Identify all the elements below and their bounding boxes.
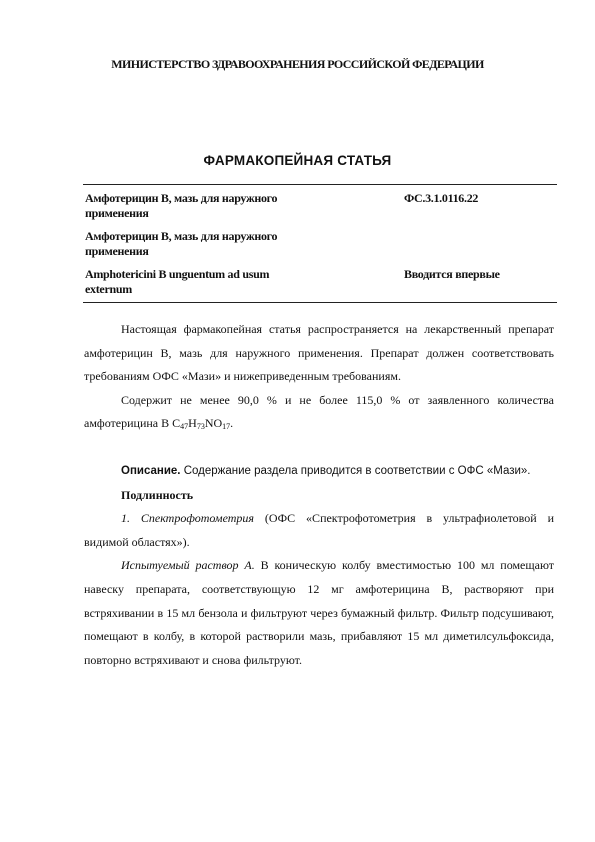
description-paragraph xyxy=(84,460,554,484)
preparation-name-line2: применения xyxy=(85,206,149,220)
preparation-name-alt-line2: применения xyxy=(85,244,149,258)
identity-heading: Подлинность xyxy=(121,487,194,502)
content-paragraph xyxy=(84,389,554,436)
formula-end: . xyxy=(230,416,234,431)
latin-name-line2: externum xyxy=(85,282,132,296)
formula-no: NO xyxy=(204,416,223,431)
meta-bottom-divider xyxy=(83,302,557,303)
preparation-name-alt-line1: Амфотерицин В, мазь для наружного xyxy=(85,229,278,243)
paragraph-gap xyxy=(84,436,554,460)
test-solution-paragraph xyxy=(84,554,554,672)
description-label: Описание. xyxy=(121,464,181,477)
intro-paragraph: Настоящая фармакопейная статья распространяется на лекарственный препарат амфотерицин В, мазь для наружного применения. Препарат должен соответствовать требованиям ОФС «Мази» и нижеприведенным требованиям. xyxy=(84,322,554,384)
test-solution-text: В коническую колбу вместимостью 100 мл помещают навеску препарата, соответствующую 12 мг амфотерицина В, растворяют при встряхивании в 15 мл бензола и фильтруют через бумажный фильтр. Фильтр подсушивают, помещают в колбу, в которой растворили мазь, прибавляют 15 мл диметилсульфоксида, повторно встряхивают и снова фильтруют. xyxy=(84,558,554,667)
article-code: ФС.3.1.0116.22 xyxy=(404,191,479,205)
method-reference: (ОФС «Спектрофотометрия в ультрафиолетовой и видимой областях»). xyxy=(84,511,554,549)
preparation-name xyxy=(85,191,335,221)
preparation-name-line1: Амфотерицин В, мазь для наружного xyxy=(85,191,278,205)
introduction-status: Вводится впервые xyxy=(404,267,500,281)
description-text: Содержание раздела приводится в соответствии с ОФС «Мази». xyxy=(180,464,531,477)
formula-subscript-h: 73 xyxy=(196,422,205,432)
article-body xyxy=(84,318,554,672)
method-number: 1. xyxy=(121,511,141,526)
method-name: Спектрофотометрия xyxy=(140,511,254,526)
formula-subscript-o: 17 xyxy=(222,422,231,432)
document-title: ФАРМАКОПЕЙНАЯ СТАТЬЯ xyxy=(203,153,392,168)
formula-subscript-c: 47 xyxy=(180,422,189,432)
latin-name-line1: Amphotericini B unguentum ad usum xyxy=(85,267,270,281)
latin-name xyxy=(85,267,335,297)
meta-top-divider xyxy=(83,184,557,185)
method-paragraph xyxy=(84,507,554,554)
identity-heading-line xyxy=(84,484,554,508)
content-text: Содержит не менее 90,0 % и не более 115,0 % от заявленного количества амфотерицина В C xyxy=(84,392,554,431)
ministry-heading: МИНИСТЕРСТВО ЗДРАВООХРАНЕНИЯ РОССИЙСКОЙ ФЕДЕРАЦИИ xyxy=(111,57,484,71)
preparation-name-alt xyxy=(85,229,335,259)
formula-h: H xyxy=(188,416,197,431)
test-solution-label: Испытуемый раствор А. xyxy=(121,558,255,573)
